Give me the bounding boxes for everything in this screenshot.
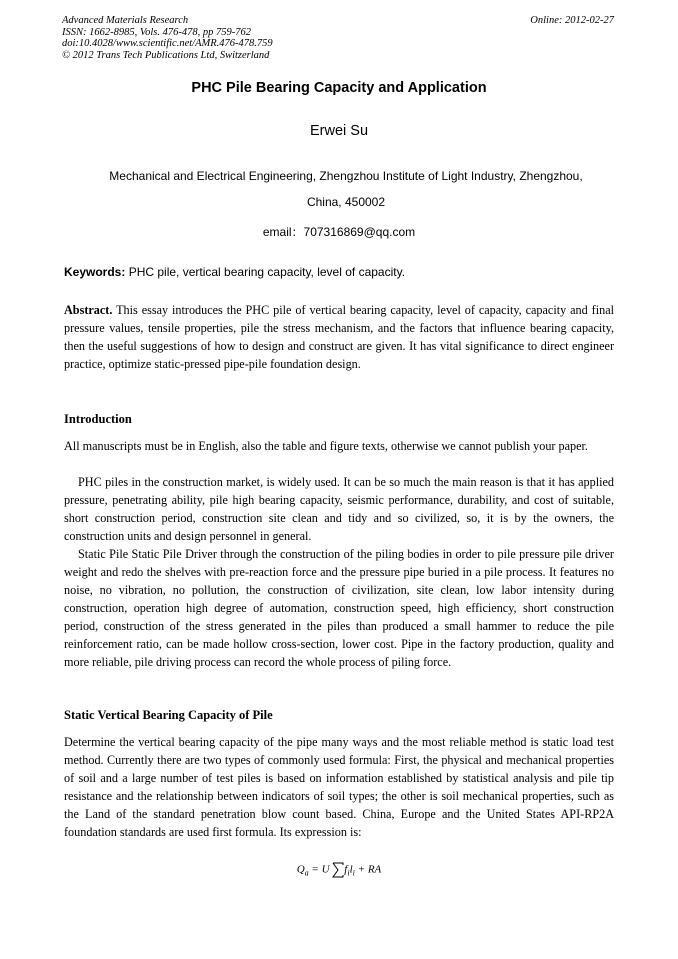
intro-paragraph-3: Static Pile Static Pile Driver through the construction of the piling bodies in order to pile pressure pile driver weight and redo the shelves with pre-reaction force and the pressure pipe buried in a pile process. It features no noise, no vibration, no pollution, the construction of civilization, site clean, low labor intensity during construction, operation high degree of automation, construction speed, high efficiency, short construction period, construction of the stress generated in the piles than produced a small hammer to reduce the pile reinforcement ratio, can be made hollow cross-section, lower cost. Pipe in the factory production, quality and more reliable, pile driving process can record the whole process of piling force. (64, 547, 614, 669)
intro-paragraph-2: PHC piles in the construction market, is widely used. It can be so much the main reason is that it has applied pressure, penetrating ability, pile high bearing capacity, seismic performance, durability, and cost of suitable, short construction period, construction site clean and tidy and so civilized, so, it is by the owners, the construction units and design personnel in general. (64, 475, 614, 543)
intro-paragraph-1: All manuscripts must be in English, also the table and figure texts, otherwise we cannot publish your paper. (64, 439, 588, 453)
static-paragraph-1: Determine the vertical bearing capacity of the pipe many ways and the most reliable method is static load test method. Currently there are two types of commonly used formula: First, the physical and mechanical properties of soil and a large number of test piles is based on information established by statistical analysis and pile tip resistance and the relationship between indicators of soil types; the other is soil mechanical properties, such as the Land of the standard penetration blow count based. China, Europe and the United States API-RP2A foundation standards are used first formula. Its expression is: (64, 735, 614, 839)
doi-line: doi:10.4028/www.scientific.net/AMR.476-478.759 (62, 38, 273, 50)
formula-f-sub: i (347, 868, 350, 878)
keywords-label: Keywords: (64, 265, 126, 279)
keywords (64, 265, 405, 279)
keywords-text: PHC pile, vertical bearing capacity, level of capacity. (125, 265, 406, 279)
formula-f: f (344, 863, 348, 876)
abstract-label: Abstract. (64, 303, 113, 317)
formula-lhs: Q (296, 863, 305, 876)
paper-title: PHC Pile Bearing Capacity and Application (191, 80, 487, 96)
formula-l-sub: i (352, 868, 355, 878)
affiliation-line-2: China, 450002 (306, 195, 386, 209)
formula-eq: = U (311, 863, 330, 876)
journal-name: Advanced Materials Research (62, 15, 189, 26)
author-name: Erwei Su (309, 123, 369, 139)
journal-meta (62, 15, 273, 61)
issn-line: ISSN: 1662-8985, Vols. 476-478, pp 759-762 (62, 26, 251, 38)
sum-symbol-icon (332, 862, 344, 878)
section-heading-introduction: Introduction (64, 412, 132, 426)
affiliation (0, 163, 678, 215)
abstract (64, 301, 614, 373)
author-email: email：707316869@qq.com (262, 225, 416, 239)
copyright-line: © 2012 Trans Tech Publications Ltd, Switzerland (62, 49, 270, 61)
formula-tail: + RA (357, 863, 382, 876)
abstract-text: This essay introduces the PHC pile of vertical bearing capacity, level of capacity, capacity and final pressure values, tensile properties, pile the stress mechanism, and the factors that influence bearing capacity, then the useful suggestions of how to design and construct are given. It has vital significance to direct engineer practice, optimize static-pressed pipe-pile foundation design. (64, 303, 614, 371)
bearing-capacity-formula (0, 862, 678, 878)
affiliation-line-1: Mechanical and Electrical Engineering, Zhengzhou Institute of Light Industry, Zhengzhou, (109, 169, 583, 183)
section-heading-static-capacity: Static Vertical Bearing Capacity of Pile (64, 708, 273, 722)
formula-l: l (349, 863, 353, 876)
formula-lhs-sub: a (304, 868, 309, 878)
online-date: Online: 2012-02-27 (530, 15, 614, 26)
